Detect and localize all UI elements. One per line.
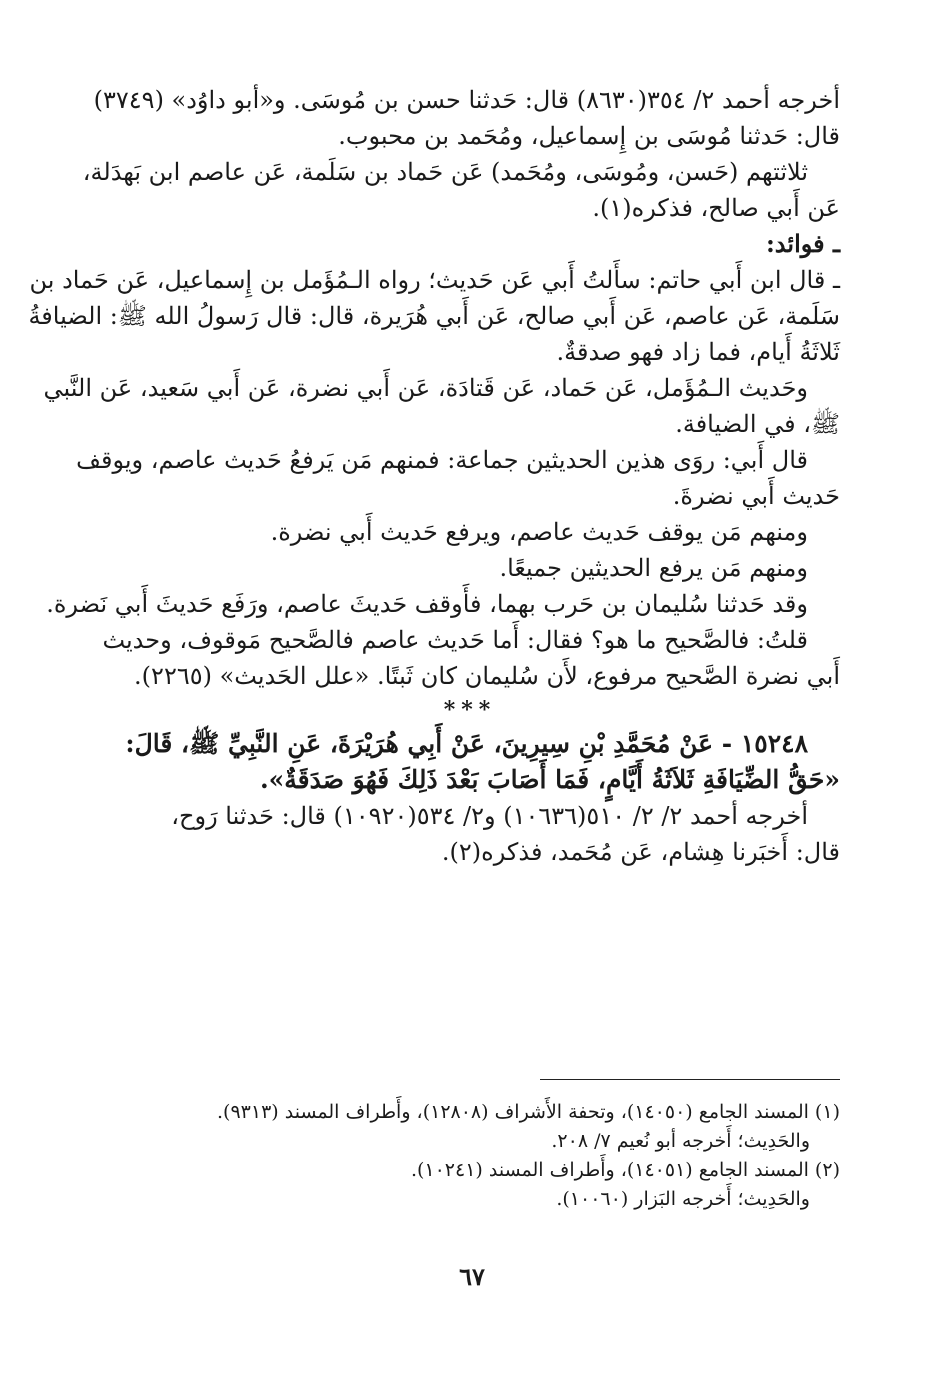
text-line: حَديث أَبي نضرةَ. — [672, 482, 840, 510]
text-line: ثلاثتهم (حَسن، ومُوسَى، ومُحَمد) عَن حَماد بن سَلَمة، عَن عاصم ابن بَهدَلة، — [82, 158, 808, 186]
main-text — [28, 82, 840, 870]
footnotes — [150, 1098, 840, 1214]
text-line: أَبي نضرة الصَّحيح مرفوع، لأَن سُليمان كان ثَبتًا. «علل الحَديث» (٢٢٦٥). — [134, 662, 840, 690]
text-line: ثَلاثَةُ أَيام، فما زاد فهو صدقةٌ. — [556, 338, 840, 366]
text-line: قال أَبي: روَى هذين الحديثين جماعة: فمنهم مَن يَرفعُ حَديث عاصم، ويوقف — [76, 446, 808, 474]
text-line: ﷺ، في الضيافة. — [675, 410, 840, 438]
text-line: أخرجه أحمد ٢/ ٢/ ٥١٠(١٠٦٣٦) و٢/ ٥٣٤(١٠٩٢٠) قال: حَدثنا رَوح، — [171, 802, 808, 830]
footnote-divider — [540, 1079, 840, 1080]
text-line: وقد حَدثنا سُليمان بن حَرب بهما، فأَوقف حَديثَ عاصم، ورَفَع حَديثَ أَبي نَضرة. — [46, 590, 808, 618]
footnote-line: والحَدِيث؛ أَخرجه أبو نُعيم ٧/ ٢٠٨. — [551, 1130, 810, 1152]
text-line: أخرجه أحمد ٢/ ٣٥٤(٨٦٣٠) قال: حَدثنا حسن بن مُوسَى. و«أبو داوُد» (٣٧٤٩) — [93, 86, 840, 114]
text-line: عَن أَبي صالح، فذكره(١). — [592, 194, 840, 222]
text-line: قال: أَخبَرنا هِشام، عَن مُحَمد، فذكره(٢). — [441, 838, 840, 866]
hadith-text: «حَقُّ الضِّيَافَةِ ثَلاَثَةُ أَيَّامٍ، فَمَا أَصَابَ بَعْدَ ذَلِكَ فَهُوَ صَدَقَةٌ». — [259, 765, 840, 794]
text-line: قال: حَدثنا مُوسَى بن إِسماعيل، ومُحَمد بن محبوب. — [338, 122, 840, 150]
text-line: سَلَمة، عَن عاصم، عَن أَبي صالح، عَن أَبي هُرَيرة، قال: قال رَسولُ الله ﷺ: الضيافةُ — [28, 302, 840, 330]
footnote-line: (٢) المسند الجامع (١٤٠٥١)، وأَطراف المسند (١٠٢٤١). — [410, 1159, 840, 1181]
section-heading: ـ فوائد: — [765, 229, 840, 258]
text-line: وحَديث الـمُؤَمل، عَن حَماد، عَن قَتادَة، عَن أَبي نضرة، عَن أَبي سَعيد، عَن النَّبي — [43, 374, 808, 402]
hadith-text: ١٥٢٤٨ - عَنْ مُحَمَّدِ بْنِ سِيرِينَ، عَنْ أَبِي هُرَيْرَةَ، عَنِ النَّبِيِّ ﷺ، قَالَ: — [125, 729, 808, 758]
section-divider: *** — [443, 697, 497, 723]
text-line: قلتُ: فالصَّحيح ما هو؟ فقال: أَما حَديث عاصم فالصَّحيح مَوقوف، وحديث — [102, 626, 808, 654]
text-line: ومنهم مَن يوقف حَديث عاصم، ويرفع حَديث أَبي نضرة. — [270, 518, 808, 546]
text-line: ومنهم مَن يرفع الحديثين جميعًا. — [499, 554, 808, 582]
page-number: ٦٧ — [459, 1262, 485, 1291]
text-line: ـ قال ابن أَبي حاتم: سأَلتُ أَبي عَن حَديث؛ رواه الـمُؤَمل بن إِسماعيل، عَن حَماد بن — [29, 266, 840, 294]
footnote-line: والحَدِيث؛ أَخرجه البَزار (١٠٠٦٠). — [556, 1188, 810, 1210]
footnote-line: (١) المسند الجامع (١٤٠٥٠)، وتحفة الأَشراف (١٢٨٠٨)، وأَطراف المسند (٩٣١٣). — [217, 1101, 840, 1123]
